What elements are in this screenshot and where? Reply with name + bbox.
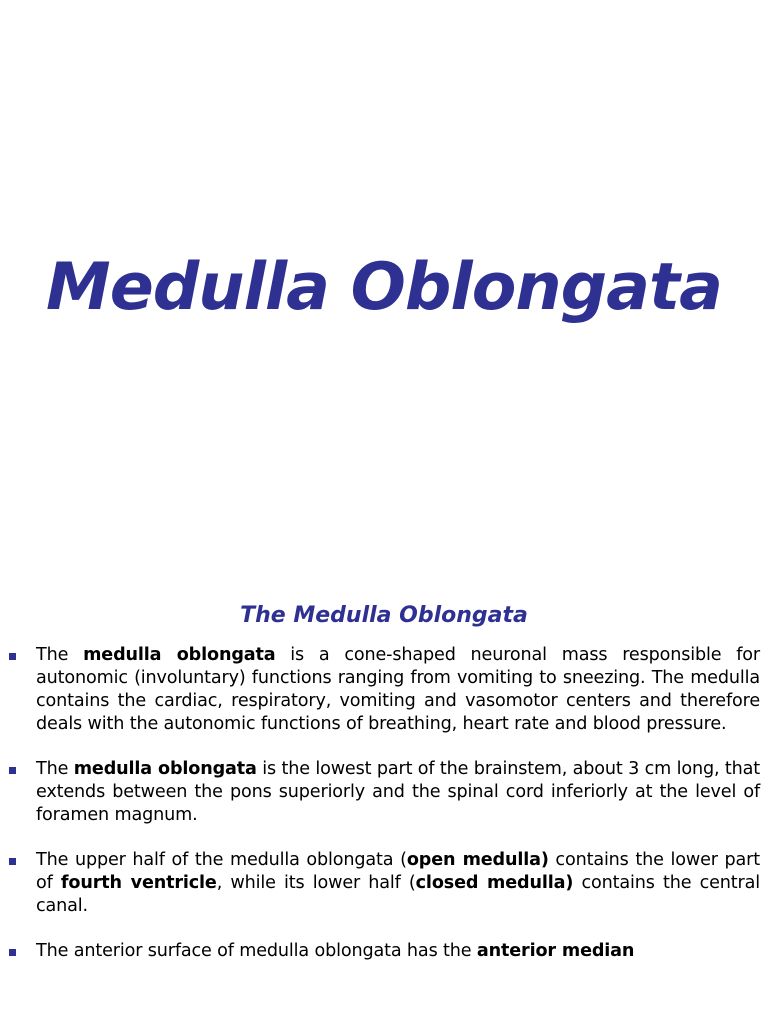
bullet-item <box>0 758 768 827</box>
bullet-list <box>0 644 768 985</box>
bullet-item <box>0 940 768 963</box>
bold-term: closed medulla) <box>415 873 574 893</box>
text-run: The upper half of the medulla oblongata ( <box>36 850 407 870</box>
bullet-item <box>0 644 768 736</box>
text-run: is the lowest part of the brainstem, about 3 cm long, that extends between the pons superiorly and the spinal cord inferiorly at the level of foramen magnum. <box>36 759 761 825</box>
bullet-item <box>0 849 768 918</box>
bullet-square-icon <box>9 858 16 865</box>
bold-term: fourth ventricle <box>60 873 217 893</box>
text-run: The <box>36 645 84 665</box>
text-run: The anterior surface of medulla oblongata has the <box>36 941 477 961</box>
bold-term: anterior median <box>476 941 635 961</box>
text-run: contains the central canal. <box>36 873 760 916</box>
bullet-square-icon <box>9 949 16 956</box>
bullet-text <box>36 759 760 825</box>
text-run: contains the lower part of <box>36 850 760 893</box>
bullet-square-icon <box>9 767 16 774</box>
text-run: is a cone-shaped neuronal mass responsible for autonomic (involuntary) functions ranging from vomiting to sneezing. The medulla contains the cardiac, respiratory, vomiting and vasomotor centers and therefore deals with the autonomic functions of breathing, heart rate and blood pressure. <box>36 645 760 734</box>
section-title: The Medulla Oblongata <box>240 603 528 628</box>
bold-term: medulla oblongata <box>83 645 276 665</box>
bullet-text <box>36 941 634 961</box>
bullet-square-icon <box>9 653 16 660</box>
bold-term: open medulla) <box>406 850 549 870</box>
bullet-text <box>36 850 760 916</box>
text-run: The <box>36 759 74 779</box>
bullet-text <box>36 645 760 734</box>
page-title: Medulla Oblongata <box>46 250 722 325</box>
text-run: , while its lower half ( <box>216 873 416 893</box>
bold-term: medulla oblongata <box>73 759 257 779</box>
